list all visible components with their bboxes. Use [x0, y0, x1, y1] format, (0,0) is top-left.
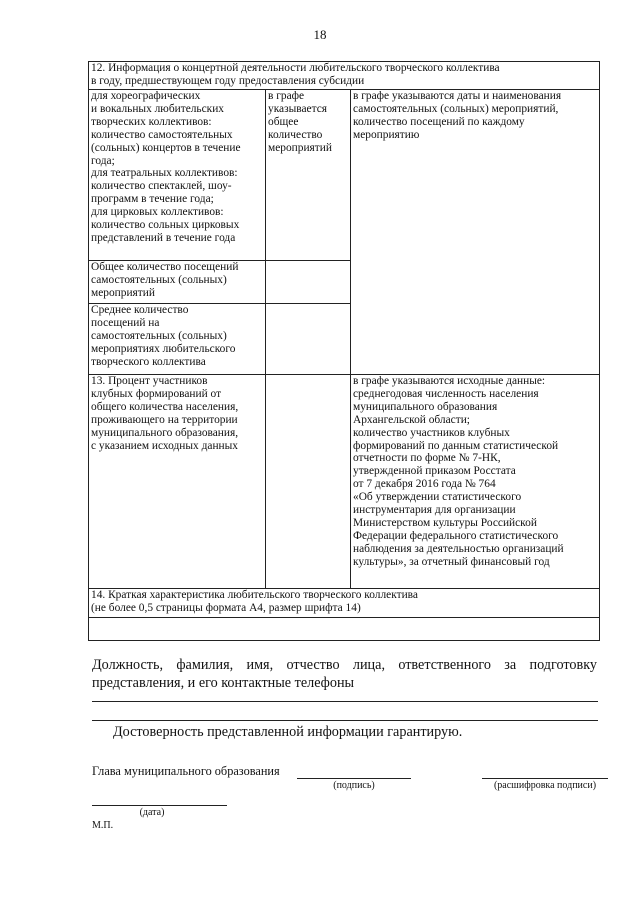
- section-12-dates-note: в графе указываются даты и наименования самостоятельных (сольных) мероприятий, количество посещений по каждому мероприятию: [351, 90, 600, 375]
- average-visits-label: Среднее количество посещений на самостоятельных (сольных) мероприятиях любительского творческого коллектива: [89, 304, 266, 375]
- section-12-activity-types: для хореографических и вокальных любительских творческих коллективов: количество самостоятельных (сольных) концертов в течение года; для театральных коллективов: количество спектаклей, шоу- программ в течение года; для цирковых коллективов: количество сольных цирковых представлений в течение года: [89, 90, 266, 261]
- signature-decoding-line: [482, 778, 608, 779]
- contact-entry-line: [92, 701, 598, 702]
- section-14-text-field: [89, 618, 600, 641]
- total-visits-value: [266, 261, 351, 304]
- responsible-person-line2: представления, и его контактные телефоны: [92, 675, 355, 691]
- signature-caption: (подпись): [333, 780, 375, 791]
- section-12-header: 12. Информация о концертной деятельности любительского творческого коллектива в году, предшествующем году предоставления субсидии: [89, 62, 600, 90]
- signature-decoding-caption: (расшифровка подписи): [493, 780, 597, 791]
- concert-activity-table: [88, 61, 600, 641]
- page-number: 18: [313, 27, 327, 42]
- responsible-person-line1: Должность, фамилия, имя, отчество лица, ответственного за подготовку: [92, 657, 597, 673]
- guarantee-statement: Достоверность представленной информации гарантирую.: [113, 724, 463, 740]
- section-14-format-note: (не более 0,5 страницы формата А4, размер шрифта 14): [91, 601, 361, 614]
- section-13-label: 13. Процент участников клубных формирований от общего количества населения, проживающего на территории муниципального образования, с указанием исходных данных: [89, 375, 266, 589]
- total-visits-label: Общее количество посещений самостоятельных (сольных) мероприятий: [89, 261, 266, 304]
- section-13-source-data-note: в графе указываются исходные данные: среднегодовая численность населения муниципального образования Архангельской области; количество участников клубных формирований по данным статистической отчетности по форме № 7-НК, утвержденной приказом Росстата от 7 декабря 2016 года № 764 «Об утверждении статистического инструментария для организации Министерством культуры Российской Федерации федерального статистического наблюдения за деятельностью организаций культуры», за отчетный финансовый год: [351, 375, 600, 589]
- contact-entry-line: [92, 720, 598, 721]
- date-line: [92, 805, 227, 806]
- section-14-title: 14. Краткая характеристика любительского творческого коллектива: [91, 589, 418, 601]
- head-of-municipality-label: Глава муниципального образования: [92, 764, 280, 778]
- section-12-total-events-note: в графе указывается общее количество мероприятий: [266, 90, 351, 261]
- stamp-place-label: М.П.: [92, 820, 114, 831]
- average-visits-value: [266, 304, 351, 375]
- section-14-header: [89, 589, 600, 618]
- date-caption: (дата): [139, 807, 165, 818]
- section-13-value: [266, 375, 351, 589]
- signature-line: [297, 778, 411, 779]
